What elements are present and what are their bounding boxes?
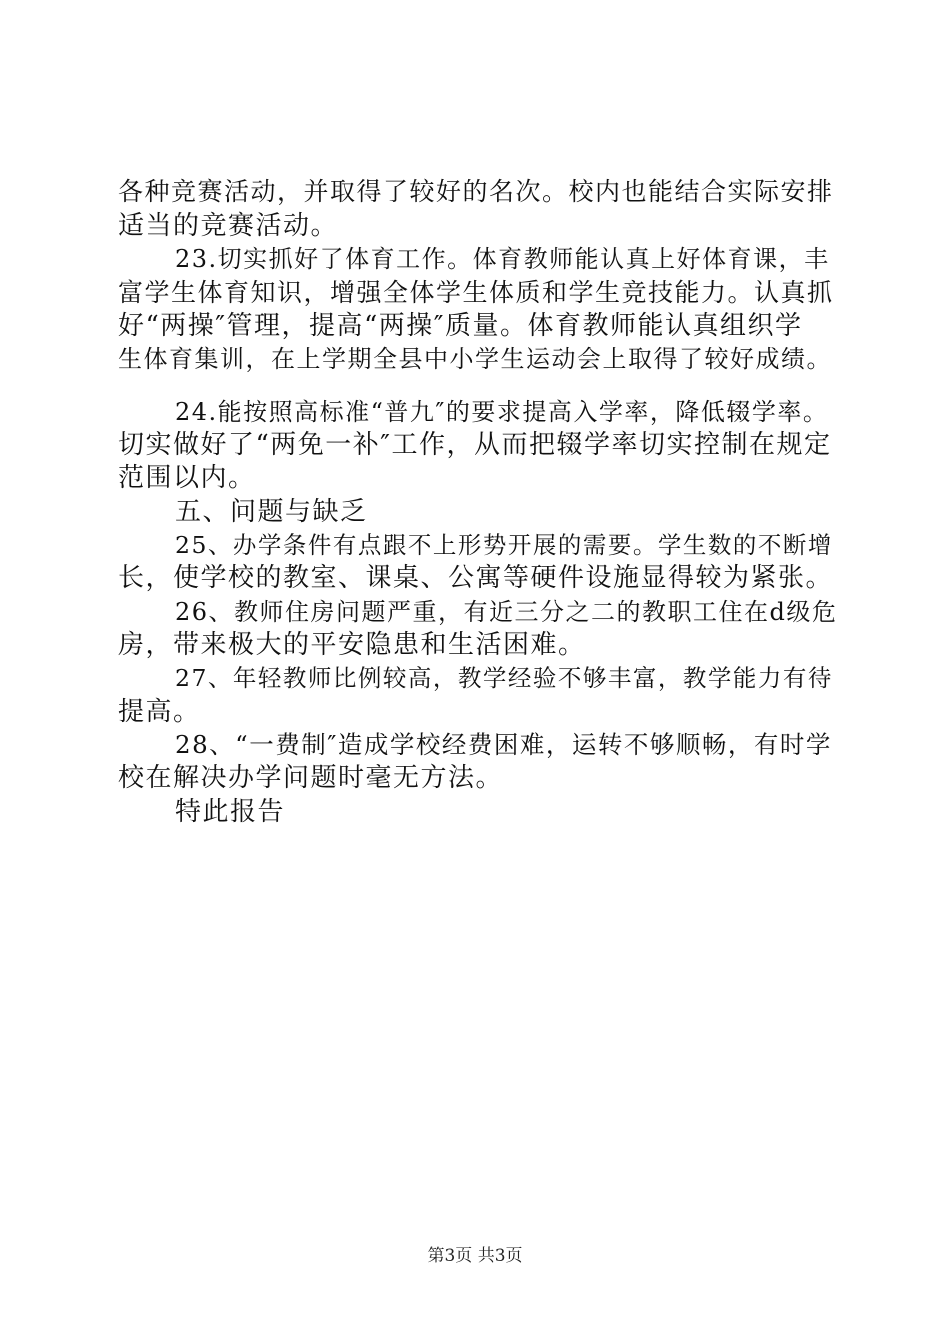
paragraph-26-line: 26、教师住房问题严重，有近三分之二的教职工住在d级危 — [175, 598, 838, 626]
text-line: 校在解决办学问题时毫无方法。 — [118, 763, 504, 793]
paragraph-25-line: 25、办学条件有点跟不上形势开展的需要。学生数的不断增 — [175, 531, 833, 559]
paragraph-23-line: 23.切实抓好了体育工作。体育教师能认真上好体育课，丰 — [175, 245, 830, 273]
paragraph-27-line: 27、年轻教师比例较高，教学经验不够丰富，教学能力有待 — [175, 664, 833, 692]
text-line: 切实做好了“两免一补″工作，从而把辍学率切实控制在规定 — [118, 430, 832, 460]
text-line: 适当的竞赛活动。 — [118, 211, 339, 241]
text-line: 提高。 — [118, 697, 201, 727]
text-line: 生体育集训，在上学期全县中小学生运动会上取得了较好成绩。 — [118, 345, 832, 373]
page-footer: 第3页 共3页 — [427, 1246, 523, 1266]
paragraph-28-line: 28、“一费制″造成学校经费困难，运转不够顺畅，有时学 — [175, 730, 832, 759]
text-line: 范围以内。 — [118, 463, 256, 493]
text-line: 长，使学校的教室、课桌、公寓等硬件设施显得较为紧张。 — [118, 563, 834, 593]
closing-text: 特此报告 — [175, 797, 286, 827]
text-line: 各种竞赛活动，并取得了较好的名次。校内也能结合实际安排 — [118, 177, 834, 206]
text-line: 房，带来极大的平安隐患和生活困难。 — [118, 630, 586, 660]
section-heading: 五、问题与缺乏 — [175, 497, 368, 527]
text-line: 富学生体育知识，增强全体学生体质和学生竞技能力。认真抓 — [118, 278, 834, 307]
paragraph-24-line: 24.能按照高标准“普九″的要求提高入学率，降低辍学率。 — [175, 398, 829, 426]
text-line: 好“两操″管理，提高“两操″质量。体育教师能认真组织学 — [118, 311, 803, 341]
